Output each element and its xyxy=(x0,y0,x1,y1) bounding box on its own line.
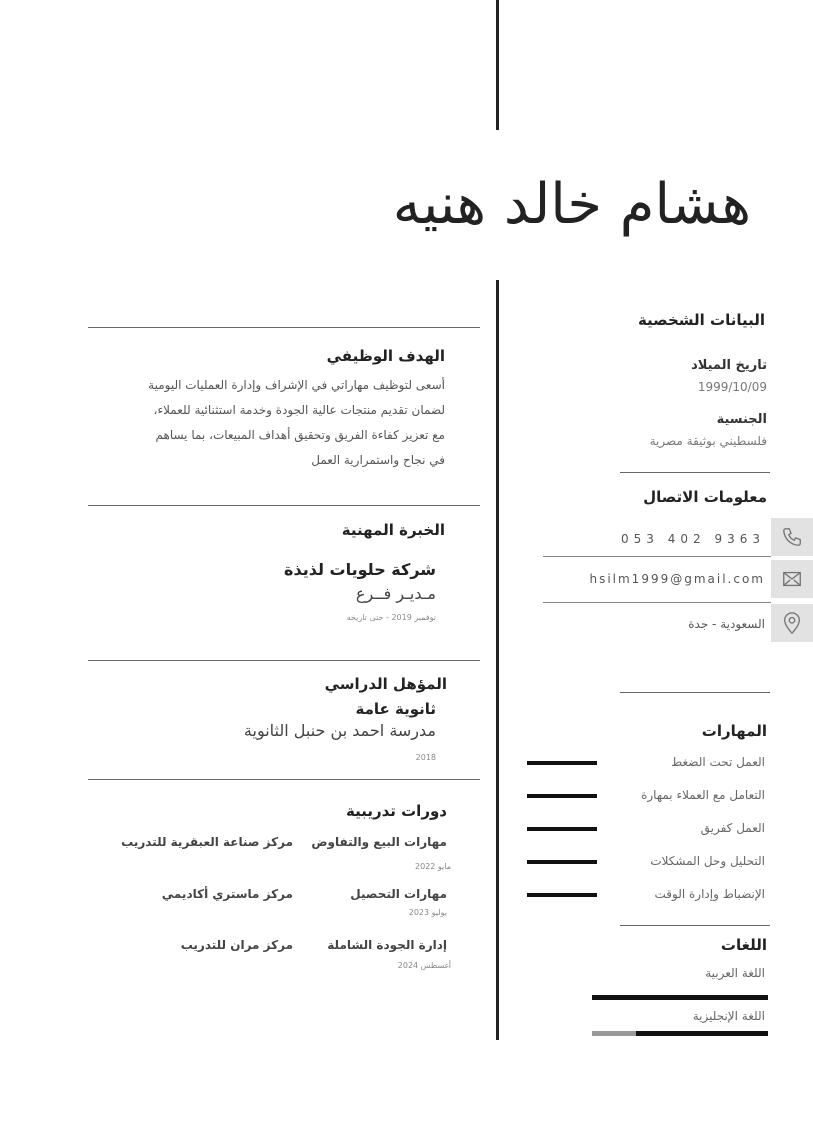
objective-text xyxy=(105,373,445,473)
courses-title: دورات تدريبية xyxy=(345,802,447,820)
experience-period: نوفمبر 2019 - حتى تاريخه xyxy=(346,613,436,622)
email-icon xyxy=(771,560,813,598)
candidate-name: هشام خالد هنيه xyxy=(392,172,751,237)
divider xyxy=(88,660,480,661)
course-center: مركز ماستري أكاديمي xyxy=(161,887,293,901)
top-divider-line xyxy=(496,0,499,130)
course-name: إدارة الجودة الشاملة xyxy=(327,938,447,952)
nationality-label: الجنسية xyxy=(716,412,767,427)
course-center: مركز مران للتدريب xyxy=(180,938,293,952)
experience-role: مـديـر فــرع xyxy=(355,584,436,603)
birth-date-value: 1999/10/09 xyxy=(697,380,767,394)
languages-title: اللغات xyxy=(720,936,767,954)
divider xyxy=(543,556,771,557)
language-bar xyxy=(636,1031,768,1036)
birth-date-label: تاريخ الميلاد xyxy=(691,358,767,373)
personal-info-title: البيانات الشخصية xyxy=(637,311,765,329)
education-school: مدرسة احمد بن حنبل الثانوية xyxy=(243,721,436,740)
course-date: يوليو 2023 xyxy=(408,908,447,917)
skill-bar xyxy=(527,860,597,864)
objective-line: في نجاح واستمرارية العمل xyxy=(311,453,445,467)
skill-bar xyxy=(527,761,597,765)
skill-label: التحليل وحل المشكلات xyxy=(650,854,765,868)
divider xyxy=(88,505,480,506)
location-text: السعودية - جدة xyxy=(688,617,765,631)
course-name: مهارات البيع والتفاوض xyxy=(311,835,447,849)
phone-icon xyxy=(771,518,813,556)
email-address[interactable]: hsilm1999@gmail.com xyxy=(589,572,765,586)
center-divider-line xyxy=(496,280,499,1040)
education-year: 2018 xyxy=(415,753,436,762)
course-date: أغسطس 2024 xyxy=(397,961,451,970)
divider xyxy=(88,327,480,328)
objective-title: الهدف الوظيفي xyxy=(326,347,445,365)
course-date: مايو 2022 xyxy=(415,862,451,871)
divider xyxy=(620,472,770,473)
nationality-value: فلسطيني بوثيقة مصرية xyxy=(649,434,767,448)
language-label: اللغة العربية xyxy=(705,966,765,980)
skill-bar xyxy=(527,827,597,831)
objective-line: مع تعزيز كفاءة الفريق وتحقيق أهداف المبيعات، بما يساهم xyxy=(155,428,445,442)
location-icon xyxy=(771,604,813,642)
divider xyxy=(620,692,770,693)
course-center: مركز صناعة العبقرية للتدريب xyxy=(121,835,293,849)
divider xyxy=(543,602,771,603)
skill-label: التعامل مع العملاء بمهارة xyxy=(641,788,765,802)
skills-title: المهارات xyxy=(701,722,767,740)
contact-title: معلومات الاتصال xyxy=(643,488,767,506)
skill-label: العمل تحت الضغط xyxy=(671,755,765,769)
experience-title: الخبرة المهنية xyxy=(341,521,445,539)
skill-bar xyxy=(527,794,597,798)
skill-label: العمل كفريق xyxy=(700,821,765,835)
course-name: مهارات التحصيل xyxy=(350,887,447,901)
education-degree: ثانوية عامة xyxy=(355,700,436,718)
divider xyxy=(620,925,770,926)
divider xyxy=(88,779,480,780)
phone-number[interactable]: 053 402 9363 xyxy=(621,532,765,546)
experience-company: شركة حلويات لذيذة xyxy=(284,560,436,579)
skill-bar xyxy=(527,893,597,897)
language-label: اللغة الإنجليزية xyxy=(692,1009,765,1023)
education-title: المؤهل الدراسي xyxy=(324,675,447,693)
objective-line: أسعى لتوظيف مهاراتي في الإشراف وإدارة العمليات اليومية xyxy=(148,378,445,392)
objective-line: لضمان تقديم منتجات عالية الجودة وخدمة استثنائية للعملاء، xyxy=(153,403,445,417)
skill-label: الإنضباط وإدارة الوقت xyxy=(654,887,765,901)
language-bar-background xyxy=(592,1031,636,1036)
language-bar xyxy=(592,995,768,1000)
